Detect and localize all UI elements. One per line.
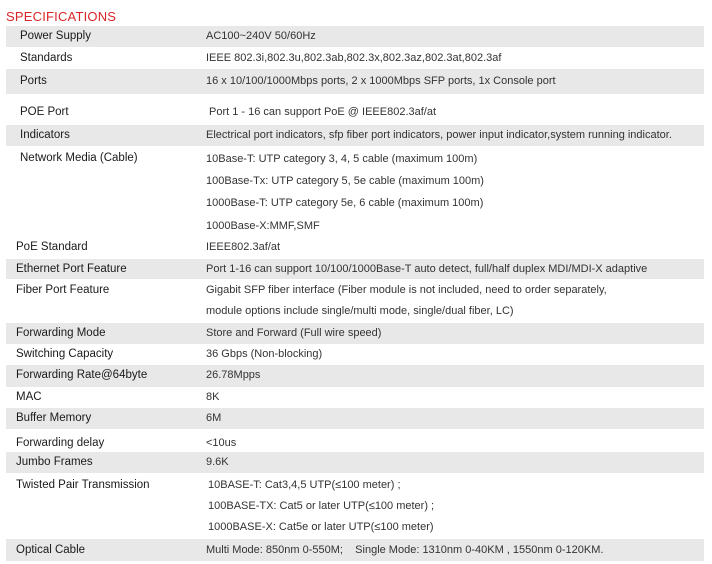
value-line: 6M — [206, 412, 222, 424]
row-label: Indicators — [20, 129, 70, 141]
table-row — [6, 147, 704, 237]
value-line: module options include single/multi mode, single/dual fiber, LC) — [206, 305, 514, 317]
row-label: Forwarding Rate@64byte — [16, 369, 148, 381]
page-title: SPECIFICATIONS — [6, 9, 117, 24]
table-row — [6, 236, 704, 257]
row-label: Forwarding delay — [16, 437, 105, 449]
table-row — [6, 344, 704, 365]
row-label: Optical Cable — [16, 544, 86, 556]
row-label: Power Supply — [20, 30, 91, 42]
value-line: 1000Base-X:MMF,SMF — [206, 220, 320, 232]
value-line: 9.6K — [206, 456, 229, 468]
value-line: 26.78Mpps — [206, 369, 261, 381]
value-line: IEEE802.3af/at — [206, 241, 280, 253]
value-line: 8K — [206, 391, 220, 403]
table-row — [6, 26, 704, 47]
value-line: 100Base-Tx: UTP category 5, 5e cable (maximum 100m) — [206, 175, 484, 187]
value-line: 16 x 10/100/1000Mbps ports, 2 x 1000Mbps SFP ports, 1x Console port — [206, 75, 556, 87]
row-label: Ports — [20, 75, 47, 87]
table-row — [6, 387, 704, 408]
table-row — [6, 125, 704, 146]
value-line: Gigabit SFP fiber interface (Fiber module is not included, need to order separately, — [206, 284, 607, 296]
table-row — [6, 408, 704, 429]
row-label: Forwarding Mode — [16, 327, 106, 339]
table-row — [6, 48, 704, 69]
table-row — [6, 452, 704, 473]
row-label: Ethernet Port Feature — [16, 263, 127, 275]
value-line: 1000Base-T: UTP category 5e, 6 cable (maximum 100m) — [206, 197, 484, 209]
value-line: Store and Forward (Full wire speed) — [206, 327, 382, 339]
row-label: MAC — [16, 391, 42, 403]
table-row — [6, 259, 704, 279]
table-row — [6, 280, 704, 324]
value-line: 1000BASE-X: Cat5e or later UTP(≤100 meter) — [208, 521, 434, 533]
row-label: Fiber Port Feature — [16, 284, 110, 296]
value-line: 10Base-T: UTP category 3, 4, 5 cable (maximum 100m) — [206, 153, 478, 165]
value-line: <10us — [206, 437, 237, 449]
value-line: Port 1 - 16 can support PoE @ IEEE802.3af/at — [209, 106, 437, 118]
row-label: Network Media (Cable) — [20, 152, 138, 164]
table-row — [6, 365, 704, 387]
row-label: Jumbo Frames — [16, 456, 93, 468]
value-line: 100BASE-TX: Cat5 or later UTP(≤100 meter) ; — [208, 500, 435, 512]
row-label: Buffer Memory — [16, 412, 92, 424]
table-row — [6, 323, 704, 344]
table-row — [6, 101, 704, 123]
row-label: POE Port — [20, 106, 69, 118]
value-line: IEEE 802.3i,802.3u,802.3ab,802.3x,802.3az,802.3at,802.3af — [206, 52, 502, 64]
row-label: PoE Standard — [16, 241, 88, 253]
value-line: Port 1-16 can support 10/100/1000Base-T auto detect, full/half duplex MDI/MDI-X adaptive — [206, 263, 648, 275]
table-row — [6, 474, 704, 540]
value-line: 10BASE-T: Cat3,4,5 UTP(≤100 meter) ; — [208, 479, 401, 491]
value-line: Electrical port indicators, sfp fiber port indicators, power input indicator,system running indicator. — [206, 129, 672, 141]
value-line: 36 Gbps (Non-blocking) — [206, 348, 323, 360]
table-row — [6, 69, 704, 94]
row-label: Twisted Pair Transmission — [16, 479, 150, 491]
row-label: Standards — [20, 52, 73, 64]
table-row — [6, 539, 704, 561]
table-row — [6, 432, 704, 453]
value-line: Multi Mode: 850nm 0-550M; Single Mode: 1310nm 0-40KM , 1550nm 0-120KM. — [206, 544, 604, 556]
value-line: AC100~240V 50/60Hz — [206, 30, 316, 42]
row-label: Switching Capacity — [16, 348, 114, 360]
